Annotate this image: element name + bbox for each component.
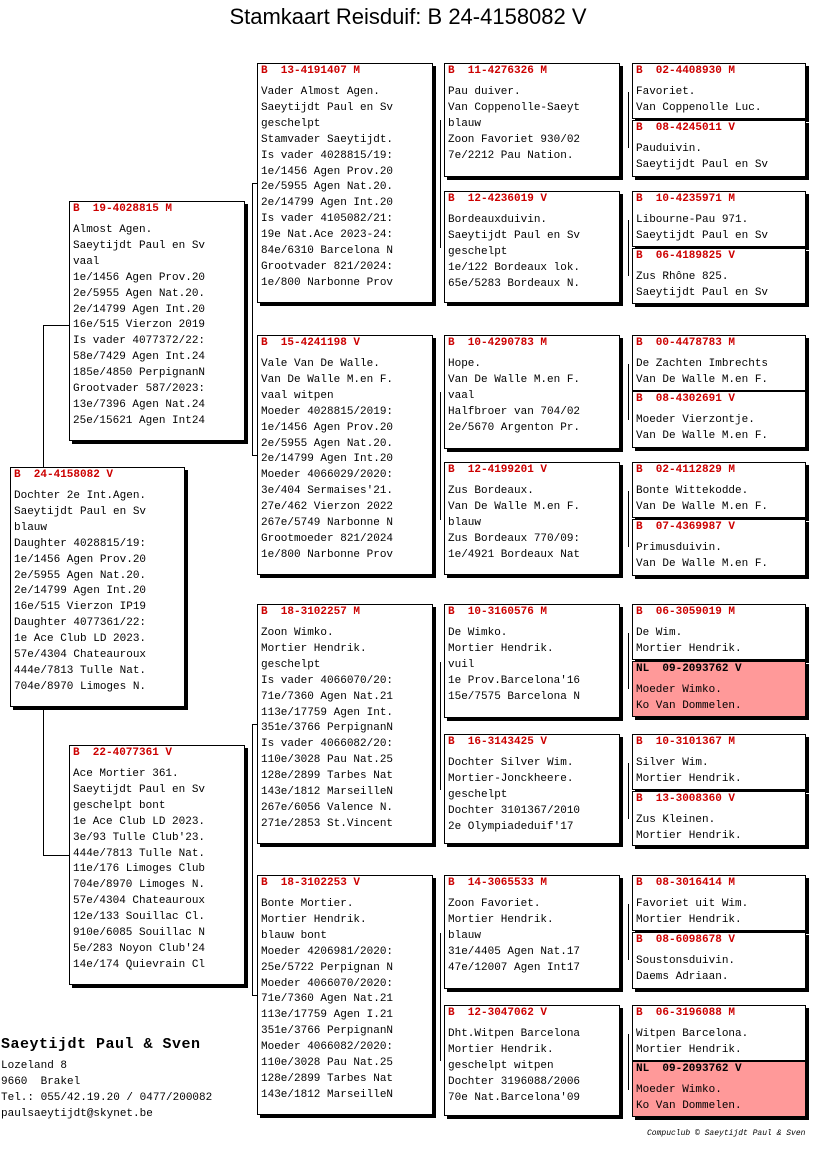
owner-email: paulsaeytijdt@skynet.be [1,1108,153,1120]
gggparent-card-13 [632,875,806,931]
ring-number: NL 09-2093762 V [636,663,742,675]
info-line: Zoon Favoriet. [448,898,541,910]
ggparent-card-mmm [444,1005,620,1116]
ring-number: B 10-4290783 M [448,337,548,349]
info-line: Saeytijdt Paul en Sv [73,239,206,252]
info-line: Daems Adriaan. [636,970,729,983]
info-line: geschelpt witpen [448,1059,554,1072]
info-line: Saeytijdt Paul en Sv [14,505,147,518]
info-line: 2e/5955 Agen Nat.20. [73,287,206,300]
info-line: Mortier Hendrik. [261,913,367,926]
pedigree-info [636,756,805,788]
info-line: 57e/4304 Chateauroux [73,895,206,908]
ring-number: B 18-3102257 M [261,606,361,618]
connector-line [43,325,44,468]
gggparent-card-9 [632,604,806,660]
info-line: Van Coppenolle-Saeyt [448,101,581,114]
info-line: Moeder 4028815/2019: [261,405,394,418]
info-line: 2e/14799 Agen Int.20 [261,197,394,210]
info-line: blauw [448,516,482,529]
info-line: Mortier Hendrik. [636,829,742,842]
info-line: 14e/174 Quievrain Cl [73,958,206,971]
info-line: Vale Van De Walle. [261,358,380,370]
owner-city: 9660 Brakel [1,1076,81,1088]
ring-number: B 07-4369987 V [636,521,736,533]
info-line: 2e/5955 Agen Nat.20. [261,181,394,194]
info-line: blauw [14,521,48,534]
gggparent-card-5 [632,335,806,391]
connector-line [440,662,441,790]
pedigree-info [636,270,805,302]
pedigree-info [448,213,619,293]
ring-number: B 12-4236019 V [448,193,548,205]
pedigree-info [636,813,805,845]
info-line: Grootmoeder 821/2024 [261,532,394,545]
ring-number: B 02-4112829 M [636,464,736,476]
pedigree-info [636,413,805,445]
ring-number: B 13-3008360 V [636,793,736,805]
pedigree-info [636,954,805,986]
info-line: Van De Walle M.en F. [448,373,581,386]
pedigree-info [448,85,619,165]
ring-number: B 06-4189825 V [636,250,736,262]
info-line: 58e/7429 Agen Int.24 [73,351,206,364]
connector-line [43,710,44,855]
info-line: Grootvader 821/2024: [261,260,394,273]
info-line: Is vader 4066070/20: [261,674,394,687]
pedigree-info [636,357,805,389]
pedigree-info [636,1083,805,1115]
owner-name: Saeytijdt Paul & Sven [1,1036,201,1053]
ring-number: B 08-4245011 V [636,122,736,134]
connector-line [628,1034,629,1090]
info-line: 3e/93 Tulle Club'23. [73,831,206,844]
ring-number: B 10-3160576 M [448,606,548,618]
gggparent-card-15 [632,1005,806,1061]
connector-line [440,933,441,1061]
info-line: 704e/8970 Limoges N. [73,879,206,892]
info-line: Saeytijdt Paul en Sv [448,229,581,242]
info-line: Dht.Witpen Barcelona [448,1028,581,1040]
ring-number: B 10-4235971 M [636,193,736,205]
info-line: Ko Van Dommelen. [636,699,742,712]
info-line: Van Coppenolle Luc. [636,101,762,114]
ggparent-card-mfm [444,734,620,844]
info-line: Pauduivin. [636,143,703,155]
info-line: Hope. [448,358,482,370]
info-line: 2e Olympiadeduif'17 [448,820,574,833]
ggparent-card-fmm [444,462,620,575]
pedigree-info [73,767,244,974]
info-line: Halfbroer van 704/02 [448,405,581,418]
info-line: 2e/14799 Agen Int.20 [261,453,394,466]
ring-number: B 08-6098678 V [636,934,736,946]
ring-number: B 14-3065533 M [448,877,548,889]
info-line: Almost Agen. [73,224,153,236]
connector-line [628,220,629,276]
gggparent-card-4 [632,248,806,304]
father-card [69,201,245,441]
pedigree-info [636,142,805,174]
info-line: Van De Walle M.en F. [636,373,769,386]
connector-line [252,724,253,995]
info-line: 704e/8970 Limoges N. [14,680,147,693]
info-line: Dochter 2e Int.Agen. [14,490,147,502]
info-line: 16e/515 Vierzon 2019 [73,319,206,332]
info-line: 1e/800 Narbonne Prov [261,548,394,561]
pedigree-info [636,626,805,658]
info-line: 5e/283 Noyon Club'24 [73,942,206,955]
info-line: 47e/12007 Agen Int17 [448,961,581,974]
pedigree-info [636,897,805,929]
info-line: Van De Walle M.en F. [636,500,769,513]
ring-number: B 11-4276326 M [448,65,548,77]
info-line: 7e/2212 Pau Nation. [448,149,574,162]
info-line: Mortier Hendrik. [448,642,554,655]
ring-number: B 22-4077361 V [73,747,173,759]
info-line: 13e/7396 Agen Nat.24 [73,398,206,411]
info-line: Van De Walle M.en F. [261,373,394,386]
info-line: Mortier-Jonckheere. [448,772,574,785]
ring-number: B 19-4028815 M [73,203,173,215]
info-line: Grootvader 587/2023: [73,383,206,396]
info-line: Van De Walle M.en F. [636,429,769,442]
info-line: Mortier Hendrik. [448,913,554,926]
gggparent-card-14 [632,932,806,989]
pedigree-info [448,626,619,706]
info-line: 444e/7813 Tulle Nat. [73,847,206,860]
info-line: 25e/15621 Agen Int24 [73,414,206,427]
info-line: Daughter 4077361/22: [14,617,147,630]
info-line: 11e/176 Limoges Club [73,863,206,876]
info-line: 113e/17759 Agen I.21 [261,1009,394,1022]
info-line: Primusduivin. [636,542,722,554]
info-line: Dochter 3101367/2010 [448,804,581,817]
info-line: Saeytijdt Paul en Sv [636,286,769,299]
pedigree-info [636,85,805,117]
info-line: 128e/2899 Tarbes Nat [261,1072,394,1085]
ring-number: B 15-4241198 V [261,337,361,349]
connector-line [628,364,629,420]
info-line: Bordeauxduivin. [448,214,548,226]
info-line: De Zachten Imbrechts [636,358,769,370]
info-line: vaal [448,389,475,402]
ggparent-card-ffm [444,191,620,303]
info-line: Van De Walle M.en F. [448,500,581,513]
mother-card [69,745,245,985]
pedigree-info [261,626,432,833]
info-line: 128e/2899 Tarbes Nat [261,770,394,783]
paternal-grandmother-card [257,335,433,575]
info-line: 1e/800 Narbonne Prov [261,276,394,289]
connector-line [252,995,258,996]
ring-number: B 12-4199201 V [448,464,548,476]
info-line: vuil [448,658,475,671]
ring-number: B 08-4302691 V [636,393,736,405]
info-line: Mortier Hendrik. [261,642,367,655]
gggparent-card-2 [632,120,806,177]
ring-number: B 06-3196088 M [636,1007,736,1019]
info-line: Mortier Hendrik. [636,1043,742,1056]
ggparent-card-fff [444,63,620,177]
info-line: Silver Wim. [636,757,709,769]
info-line: 70e Nat.Barcelona'09 [448,1091,581,1104]
gggparent-card-3 [632,191,806,247]
connector-line [628,491,629,547]
connector-line [252,183,258,184]
pedigree-info [261,85,432,292]
info-line: 444e/7813 Tulle Nat. [14,664,147,677]
pedigree-info [636,683,805,715]
info-line: 143e/1812 MarseilleN [261,786,394,799]
info-line: 2e/5670 Argenton Pr. [448,421,581,434]
info-line: Is vader 4105082/21: [261,213,394,226]
footer-copyright: Compuclub © Saeytijdt Paul & Sven [647,1129,806,1138]
info-line: Ko Van Dommelen. [636,1099,742,1112]
info-line: Moeder 4066082/2020: [261,1041,394,1054]
ring-number: B 08-3016414 M [636,877,736,889]
ggparent-card-mmf [444,875,620,989]
info-line: Saeytijdt Paul en Sv [261,101,394,114]
connector-line [628,763,629,819]
info-line: Saeytijdt Paul en Sv [636,158,769,171]
info-line: 12e/133 Souillac Cl. [73,911,206,924]
info-line: 2e/5955 Agen Nat.20. [14,569,147,582]
pedigree-info [73,223,244,430]
info-line: 143e/1812 MarseilleN [261,1088,394,1101]
info-line: Mortier Hendrik. [636,913,742,926]
connector-line [252,455,258,456]
info-line: Zoon Favoriet 930/02 [448,133,581,146]
info-line: Zus Bordeaux 770/09: [448,532,581,545]
info-line: Mortier Hendrik. [636,642,742,655]
info-line: blauw [448,117,482,130]
info-line: 1e/1456 Agen Prov.20 [14,553,147,566]
ring-number: B 06-3059019 M [636,606,736,618]
info-line: 1e Prov.Barcelona'16 [448,674,581,687]
ring-number: B 18-3102253 V [261,877,361,889]
pedigree-info [448,357,619,437]
gggparent-card-1 [632,63,806,119]
info-line: 16e/515 Vierzon IP19 [14,601,147,614]
pedigree-info [636,541,805,573]
info-line: 113e/17759 Agen Int. [261,706,394,719]
ring-number: NL 09-2093762 V [636,1063,742,1075]
info-line: Dochter Silver Wim. [448,757,574,769]
pedigree-info [636,484,805,516]
gggparent-card-10 [632,661,806,717]
pedigree-info [448,756,619,836]
gggparent-card-7 [632,462,806,518]
info-line: 71e/7360 Agen Nat.21 [261,993,394,1006]
info-line: Saeytijdt Paul en Sv [636,229,769,242]
info-line: Moeder 4066070/2020: [261,977,394,990]
maternal-grandfather-card [257,604,433,844]
info-line: geschelpt [448,788,508,801]
info-line: Favoriet. [636,86,696,98]
ring-number: B 16-3143425 V [448,736,548,748]
info-line: 1e Ace Club LD 2023. [73,815,206,828]
info-line: vaal witpen [261,389,334,402]
gggparent-card-11 [632,734,806,790]
pedigree-info [448,897,619,977]
info-line: 267e/6056 Valence N. [261,801,394,814]
page-title: Stamkaart Reisduif: B 24-4158082 V [229,4,587,29]
info-line: Bonte Mortier. [261,898,354,910]
info-line: geschelpt [261,658,321,671]
info-line: Mortier Hendrik. [636,772,742,785]
info-line: 31e/4405 Agen Nat.17 [448,945,581,958]
info-line: 2e/5955 Agen Nat.20. [261,437,394,450]
info-line: Soustonsduivin. [636,955,736,967]
ring-number: B 24-4158082 V [14,469,114,481]
info-line: 271e/2853 St.Vincent [261,817,394,830]
info-line: Saeytijdt Paul en Sv [73,783,206,796]
info-line: geschelpt [261,117,321,130]
connector-line [628,904,629,960]
connector-line [252,724,258,725]
info-line: geschelpt bont [73,799,166,812]
info-line: Mortier Hendrik. [448,1043,554,1056]
connector-line [252,183,253,455]
info-line: 1e Ace Club LD 2023. [14,633,147,646]
owner-address: Lozeland 8 [1,1060,68,1072]
connector-line [43,855,70,856]
connector-line [628,633,629,689]
ring-number: B 00-4478783 M [636,337,736,349]
info-line: 351e/3766 PerpignanN [261,1025,394,1038]
info-line: Moeder Wimko. [636,1084,722,1096]
info-line: 2e/14799 Agen Int.20 [14,585,147,598]
info-line: Moeder 4066029/2020: [261,469,394,482]
info-line: Zus Bordeaux. [448,485,534,497]
gggparent-card-6 [632,391,806,448]
pedigree-info [636,213,805,245]
info-line: 71e/7360 Agen Nat.21 [261,690,394,703]
info-line: Favoriet uit Wim. [636,898,749,910]
info-line: Moeder Vierzontje. [636,414,755,426]
info-line: Zoon Wimko. [261,627,334,639]
info-line: 15e/7575 Barcelona N [448,690,581,703]
info-line: geschelpt [448,245,508,258]
info-line: Ace Mortier 361. [73,768,179,780]
info-line: Zus Kleinen. [636,814,716,826]
connector-line [43,325,70,326]
info-line: 2e/14799 Agen Int.20 [73,303,206,316]
ring-number: B 12-3047062 V [448,1007,548,1019]
info-line: De Wim. [636,627,683,639]
info-line: 185e/4850 PerpignanN [73,367,206,380]
info-line: 1e/122 Bordeaux lok. [448,261,581,274]
owner-phone: Tel.: 055/42.19.20 / 0477/200082 [1,1092,213,1104]
info-line: blauw [448,929,482,942]
info-line: Stamvader Saeytijdt. [261,133,394,146]
info-line: 910e/6085 Souillac N [73,927,206,940]
gggparent-card-8 [632,519,806,576]
info-line: 1e/1456 Agen Prov.20 [261,421,394,434]
pedigree-info [261,897,432,1104]
info-line: 110e/3028 Pau Nat.25 [261,754,394,767]
maternal-grandmother-card [257,875,433,1115]
connector-line [628,92,629,148]
pedigree-info [14,489,184,696]
pedigree-info [636,1027,805,1059]
ring-number: B 02-4408930 M [636,65,736,77]
info-line: De Wimko. [448,627,508,639]
ggparent-card-mff [444,604,620,718]
paternal-grandfather-card [257,63,433,303]
info-line: 1e/4921 Bordeaux Nat [448,548,581,561]
gggparent-card-12 [632,791,806,846]
info-line: vaal [73,255,100,268]
info-line: 1e/1456 Agen Prov.20 [73,271,206,284]
info-line: 110e/3028 Pau Nat.25 [261,1057,394,1070]
info-line: Is vader 4077372/22: [73,335,206,348]
gggparent-card-16 [632,1061,806,1117]
pedigree-info [448,1027,619,1107]
info-line: 27e/462 Vierzon 2022 [261,501,394,514]
connector-line [440,120,441,248]
info-line: Van De Walle M.en F. [636,557,769,570]
info-line: Libourne-Pau 971. [636,214,749,226]
info-line: Moeder Wimko. [636,684,722,696]
info-line: Is vader 4066082/20: [261,738,394,751]
info-line: 84e/6310 Barcelona N [261,245,394,258]
info-line: Daughter 4028815/19: [14,537,147,550]
info-line: Pau duiver. [448,86,521,98]
info-line: 1e/1456 Agen Prov.20 [261,165,394,178]
info-line: 19e Nat.Ace 2023-24: [261,229,394,242]
subject-card [10,467,185,707]
info-line: Zus Rhône 825. [636,271,729,283]
info-line: Vader Almost Agen. [261,86,380,98]
connector-line [440,392,441,520]
info-line: Witpen Barcelona. [636,1028,749,1040]
info-line: 351e/3766 PerpignanN [261,722,394,735]
pedigree-info [261,357,432,564]
ggparent-card-fmf [444,335,620,449]
pedigree-info [448,484,619,564]
info-line: Bonte Wittekodde. [636,485,749,497]
info-line: Is vader 4028815/19: [261,149,394,162]
ring-number: B 13-4191407 M [261,65,361,77]
info-line: Moeder 4206981/2020: [261,945,394,958]
info-line: 65e/5283 Bordeaux N. [448,277,581,290]
info-line: blauw bont [261,929,328,942]
info-line: 267e/5749 Narbonne N [261,517,394,530]
info-line: 57e/4304 Chateauroux [14,649,147,662]
info-line: 25e/5722 Perpignan N [261,961,394,974]
info-line: Dochter 3196088/2006 [448,1075,581,1088]
ring-number: B 10-3101367 M [636,736,736,748]
info-line: 3e/404 Sermaises'21. [261,485,394,498]
